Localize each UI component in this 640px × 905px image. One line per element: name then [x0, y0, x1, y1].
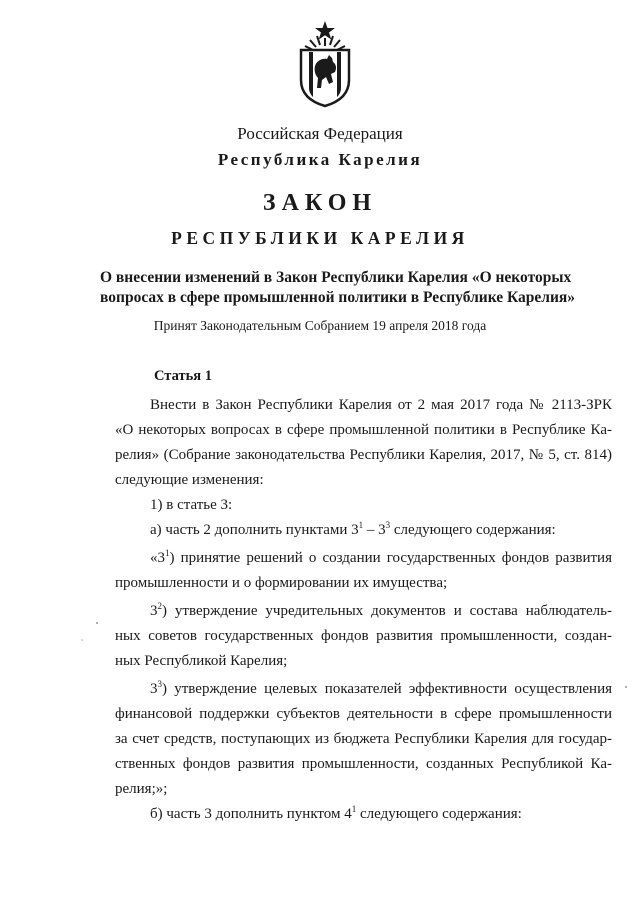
- text-fragment: 3: [150, 603, 158, 619]
- text-fragment: 3: [150, 681, 158, 697]
- paragraph-line: ственных фондов развития промышленности, созданных Республикой Ка-: [115, 756, 612, 772]
- federation-line: Российская Федерация: [237, 124, 403, 143]
- republic-heading: РЕСПУБЛИКИ КАРЕЛИЯ: [171, 228, 469, 248]
- superscript: 1: [351, 804, 357, 814]
- superscript: 1: [165, 548, 170, 558]
- law-title-line-2: вопросах в сфере промышленной политики в Республике Карелия»: [100, 289, 576, 306]
- text-fragment: ) утверждение учредительных документов и состава наблюдатель-: [162, 603, 612, 619]
- superscript: 1: [358, 520, 364, 530]
- law-title-line-1: О внесении изменений в Закон Республики Карелия «О некоторых: [100, 269, 572, 286]
- paragraph-line: ных советов государственных фондов развития промышленности, создан-: [115, 628, 612, 644]
- article-heading: Статья 1: [154, 368, 212, 384]
- text-fragment: ) утверждение целевых показателей эффективности осуществления: [162, 681, 612, 697]
- text-fragment: б) часть 3 дополнить пунктом 4: [150, 806, 352, 822]
- superscript: 3: [385, 520, 391, 530]
- paragraph-line: промышленности и о формировании их имущества;: [115, 575, 448, 591]
- superscript: 2: [157, 601, 162, 611]
- paragraph-line: ных Республикой Карелия;: [115, 653, 288, 669]
- list-item: 1) в статье 3:: [150, 497, 233, 513]
- superscript: 3: [157, 679, 162, 689]
- paragraph-line: финансовой поддержки субъектов деятельности в сфере промышленности: [115, 706, 612, 722]
- text-fragment: следующего содержания:: [356, 806, 522, 822]
- paragraph-line: Внести в Закон Республики Карелия от 2 мая 2017 года № 2113-ЗРК: [150, 397, 612, 413]
- text-fragment: – 3: [363, 522, 386, 538]
- paragraph-line: релия;»;: [115, 781, 168, 797]
- text-fragment: а) часть 2 дополнить пунктами 3: [150, 522, 359, 538]
- republic-line: Республика Карелия: [217, 150, 423, 169]
- paragraph-line: следующие изменения:: [115, 472, 264, 488]
- text-fragment: «3: [150, 550, 165, 566]
- text-fragment: ) принятие решений о создании государственных фондов развития: [169, 550, 612, 566]
- paragraph-line: «О некоторых вопросах в сфере промышленной политики в Республике Ка-: [115, 422, 612, 438]
- document-type-heading: ЗАКОН: [262, 190, 378, 216]
- paragraph-line: за счет средств, поступающих из бюджета Республики Карелия для государ-: [115, 731, 612, 747]
- text-fragment: следующего содержания:: [390, 522, 556, 538]
- paragraph-line: релия» (Собрание законодательства Республики Карелия, 2017, № 5, ст. 814): [115, 447, 612, 463]
- adoption-date: Принят Законодательным Собранием 19 апреля 2018 года: [153, 318, 487, 333]
